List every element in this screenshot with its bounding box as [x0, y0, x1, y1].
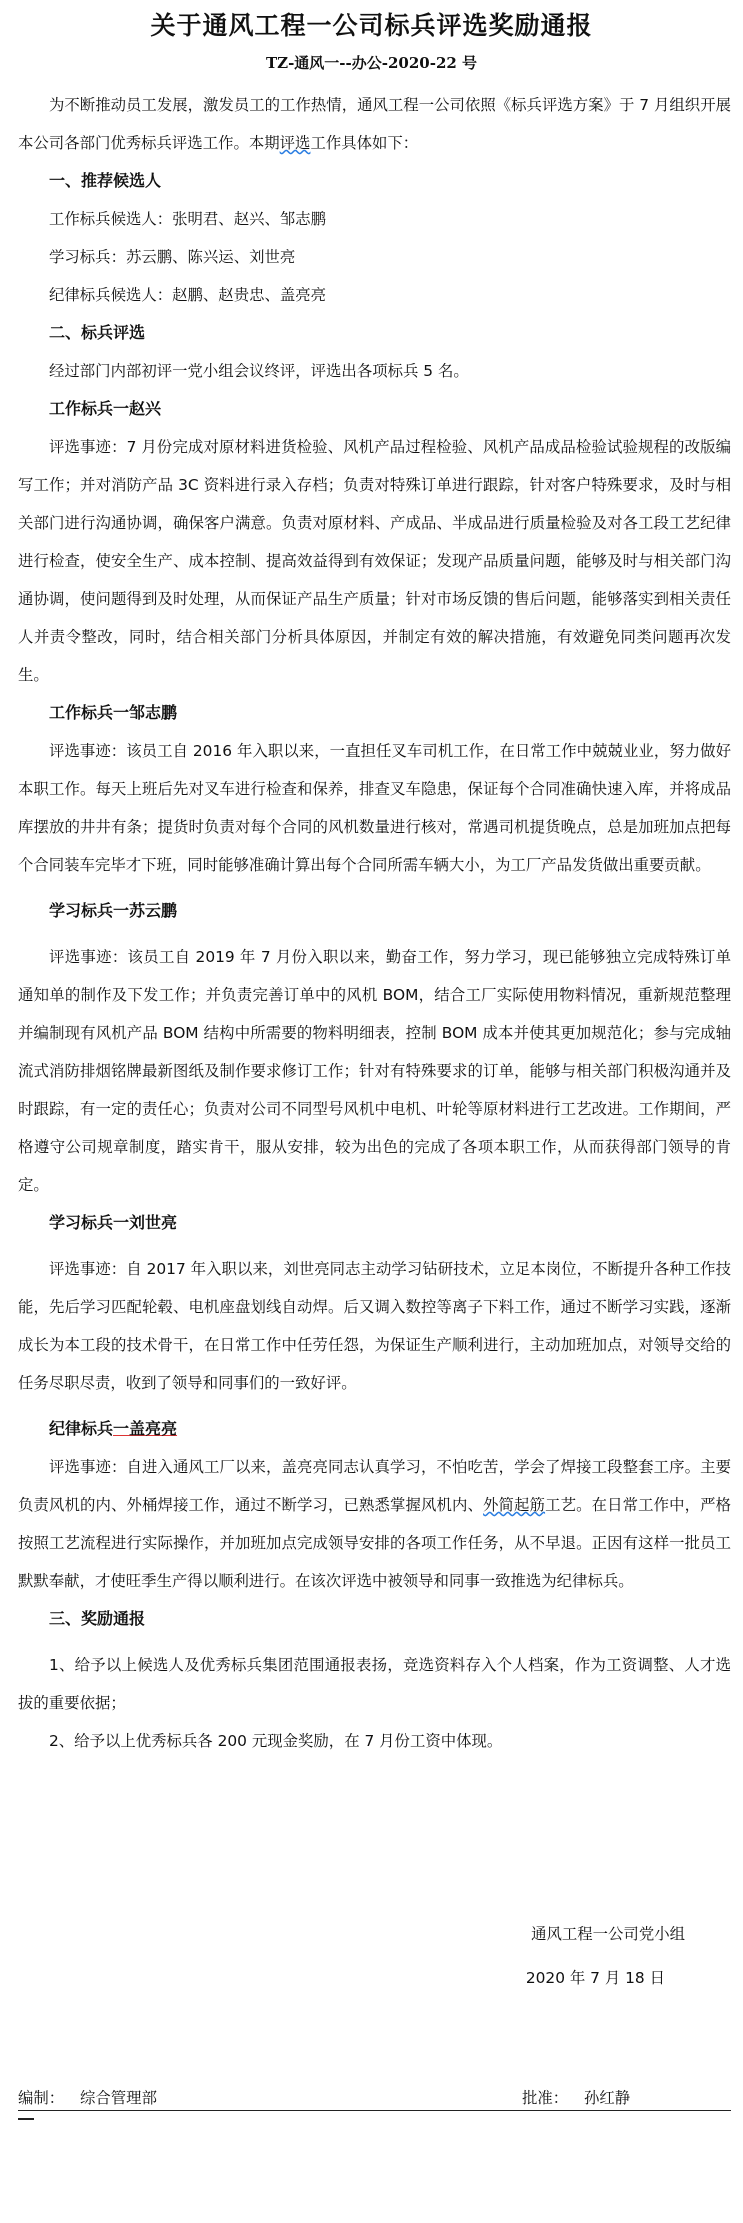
- footer-mark: [18, 2118, 34, 2120]
- award-title-gailiangliang-b: 一盖亮亮: [113, 1419, 178, 1438]
- candidate-line-work: 工作标兵候选人：张明君、赵兴、邹志鹏: [49, 210, 327, 228]
- prepared-label: 编制：: [18, 2089, 65, 2107]
- section2-summary: 经过部门内部初评一党小组会议终评，评选出各项标兵 5 名。: [49, 362, 469, 380]
- award-text-gailiangliang-c: 工艺。在日常工作中，严格按照工艺流程进行实际操作，并加班加点完成领导安排的各项工作任务，从不早退。正因有这样一批员工默默奉献，才使旺季生产得以顺利进行。在该次评选中被领导和同事一致推选为纪律标兵。: [18, 1496, 731, 1590]
- award-text-gailiangliang-b: 外简起筋: [483, 1496, 546, 1514]
- award-title-gailiangliang: [18, 1410, 731, 1448]
- award-text-gailiangliang: [18, 1448, 731, 1600]
- intro-text-2: 工作具体如下：: [310, 134, 419, 152]
- approved-by: 孙红静: [584, 2089, 631, 2107]
- award-text-zhaoxing: 评选事迹：7 月份完成对原材料进货检验、风机产品过程检验、风机产品成品检验试验规程的改版编写工作；并对消防产品 3C 资料进行录入存档；负责对特殊订单进行跟踪，针对客户特殊要求，及时与相关部门进行沟通协调，确保客户满意。负责对原材料、产成品、半成品进行质量检验及对各工段工艺纪律进行检查，使安全生产、成本控制、提高效益得到有效保证；发现产品质量问题，能够及时与相关部门沟通协调，使问题得到及时处理，从而保证产品生产质量；针对市场反馈的售后问题，能够落实到相关责任人并责令整改，同时，结合相关部门分析具体原因，并制定有效的解决措施，有效避免同类问题再次发生。: [18, 438, 731, 684]
- award-title-suyunpeng: 学习标兵一苏云鹏: [49, 901, 178, 920]
- document-footer: [18, 2086, 731, 2111]
- section2-heading: 二、标兵评选: [49, 323, 146, 342]
- award-title-zhaoxing: 工作标兵一赵兴: [49, 399, 162, 418]
- candidate-line-discipline: 纪律标兵候选人：赵鹏、赵贵忠、盖亮亮: [49, 286, 327, 304]
- reward-item-2: 2、给予以上优秀标兵各 200 元现金奖励，在 7 月份工资中体现。: [49, 1732, 503, 1750]
- award-title-liushiliang: 学习标兵一刘世亮: [49, 1213, 178, 1232]
- intro-text-underlined: 评选: [279, 134, 311, 152]
- award-text-gailiangliang-a: 评选事迹：自进入通风工厂以来，盖亮亮同志认真学习，不怕吃苦，学会了焊接工段整套工序。主要负责风机的内、外桶焊接工作，通过不断学习，已熟悉掌握风机内、: [18, 1458, 731, 1514]
- signature-org: 通风工程一公司党小组: [531, 1925, 685, 1943]
- prepared-by: 综合管理部: [80, 2089, 157, 2107]
- award-title-gailiangliang-a: 纪律标兵: [49, 1419, 114, 1438]
- section3-heading: 三、奖励通报: [49, 1609, 146, 1628]
- section1-heading: 一、推荐候选人: [49, 171, 162, 190]
- award-title-zouzhipeng: 工作标兵一邹志鹏: [49, 703, 178, 722]
- candidate-line-study: 学习标兵：苏云鹏、陈兴运、刘世亮: [49, 248, 296, 266]
- award-text-liushiliang: 评选事迹：自 2017 年入职以来，刘世亮同志主动学习钻研技术，立足本岗位，不断提升各种工作技能，先后学习匹配轮毂、电机座盘划线自动焊。后又调入数控等离子下料工作，通过不断学习实践，逐渐成长为本工段的技术骨干，在日常工作中任劳任怨，为保证生产顺利进行，主动加班加点，对领导交给的任务尽职尽责，收到了领导和同事们的一致好评。: [18, 1260, 731, 1392]
- document-body: [18, 86, 731, 1760]
- intro-text-1: 为不断推动员工发展，激发员工的工作热情，通风工程一公司依照《标兵评选方案》于 7 月组织开展本公司各部门优秀标兵评选工作。本期: [18, 96, 731, 152]
- approved-label: 批准：: [522, 2089, 569, 2107]
- reward-item-1: 1、给予以上候选人及优秀标兵集团范围通报表扬，竞选资料存入个人档案，作为工资调整、人才选拔的重要依据；: [18, 1656, 731, 1712]
- intro-paragraph: [18, 86, 731, 162]
- document-number: TZ-通风一--办公-2020-22 号: [265, 54, 478, 72]
- award-text-suyunpeng: 评选事迹：该员工自 2019 年 7 月份入职以来，勤奋工作，努力学习，现已能够独立完成特殊订单通知单的制作及下发工作；并负责完善订单中的风机 BOM，结合工厂实际使用物料情况，重新规范整理并编制现有风机产品 BOM 结构中所需要的物料明细表，控制 BOM 成本并使其更加规范化；参与完成轴流式消防排烟铭牌最新图纸及制作要求修订工作；针对有特殊要求的订单，能够与相关部门积极沟通并及时跟踪，有一定的责任心；负责对公司不同型号风机中电机、叶轮等原材料进行工艺改进。工作期间，严格遵守公司规章制度，踏实肯干，服从安排，较为出色的完成了各项本职工作，从而获得部门领导的肯定。: [18, 948, 731, 1194]
- document-title: 关于通风工程一公司标兵评选奖励通报: [150, 11, 593, 40]
- award-text-zouzhipeng: 评选事迹：该员工自 2016 年入职以来，一直担任叉车司机工作，在日常工作中兢兢业业，努力做好本职工作。每天上班后先对叉车进行检查和保养，排查叉车隐患，保证每个合同准确快速入库，并将成品库摆放的井井有条；提货时负责对每个合同的风机数量进行核对，常遇司机提货晚点，总是加班加点把每个合同装车完毕才下班，同时能够准确计算出每个合同所需车辆大小，为工厂产品发货做出重要贡献。: [18, 742, 731, 874]
- signature-date: 2020 年 7 月 18 日: [525, 1969, 665, 1987]
